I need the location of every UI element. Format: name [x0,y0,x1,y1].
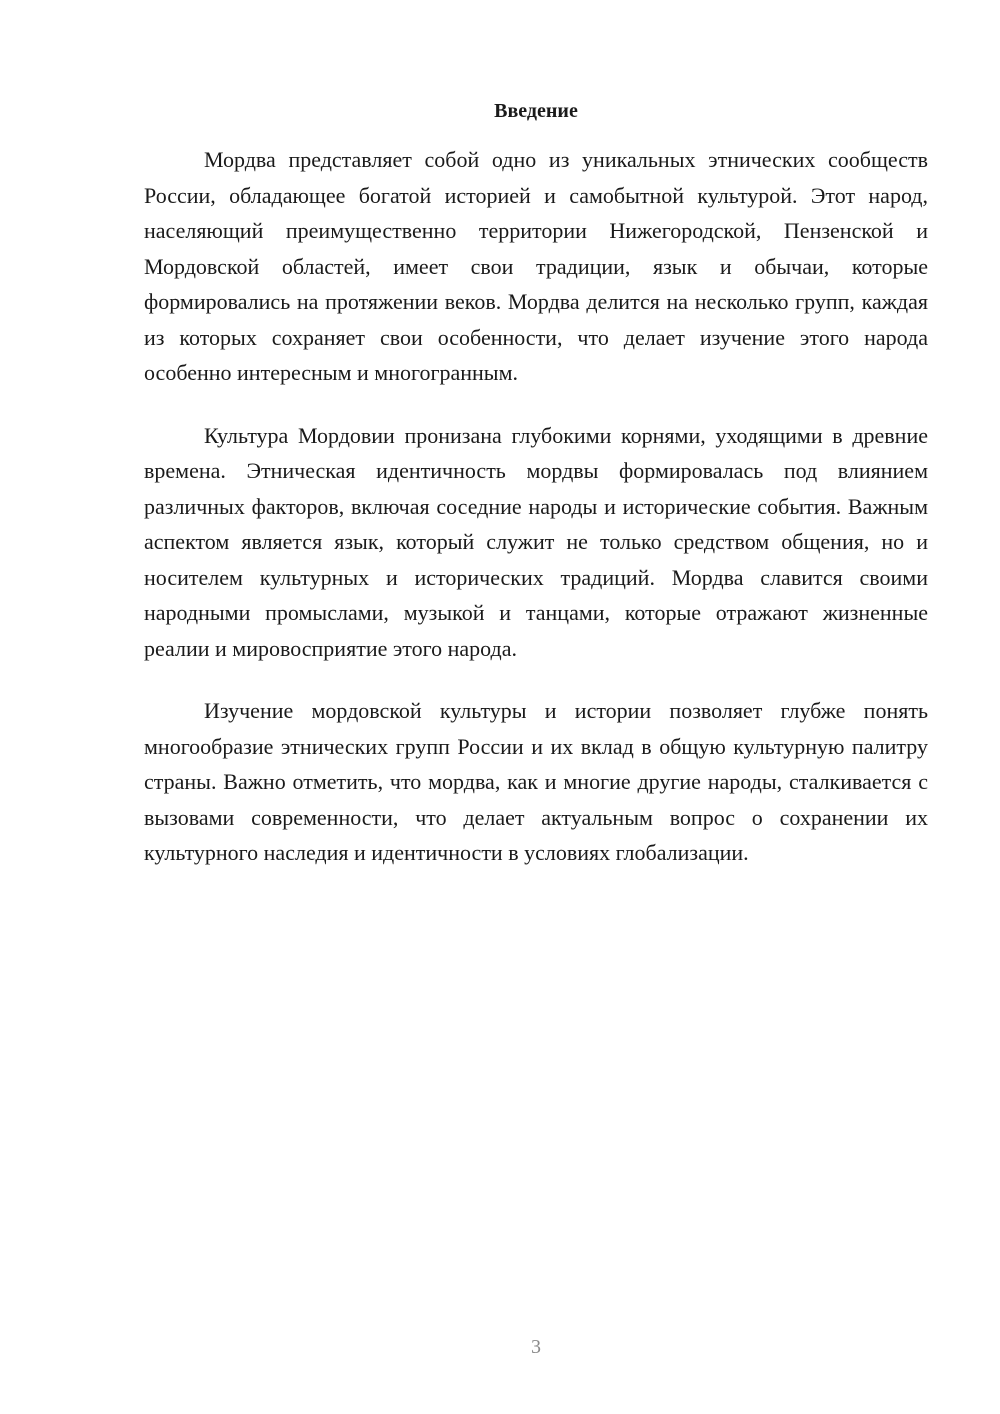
paragraph-3: Изучение мордовской культуры и истории позволяет глубже понять многообразие этнических групп России и их вклад в общую культурную палитру страны. Важно отметить, что мордва, как и многие другие народы, сталкивается с вызовами современности, что делает актуальным вопрос о сохранении их культурного наследия и идентичности в условиях глобализации. [144,698,928,865]
section-heading: Введение [494,100,578,122]
document-body [144,142,928,898]
paragraph-1: Мордва представляет собой одно из уникальных этнических сообществ России, обладающее богатой историей и самобытной культурой. Этот народ, населяющий преимущественно территории Нижегородской, Пензенской и Мордовской областей, имеет свои традиции, язык и обычаи, которые формировались на протяжении веков. Мордва делится на несколько групп, каждая из которых сохраняет свои особенности, что делает изучение этого народа особенно интересным и многогранным. [144,147,928,385]
page-number: 3 [531,1336,541,1358]
paragraph-2: Культура Мордовии пронизана глубокими корнями, уходящими в древние времена. Этническая идентичность мордвы формировалась под влиянием различных факторов, включая соседние народы и исторические события. Важным аспектом является язык, который служит не только средством общения, но и носителем культурных и исторических традиций. Мордва славится своими народными промыслами, музыкой и танцами, которые отражают жизненные реалии и мировосприятие этого народа. [144,422,928,661]
